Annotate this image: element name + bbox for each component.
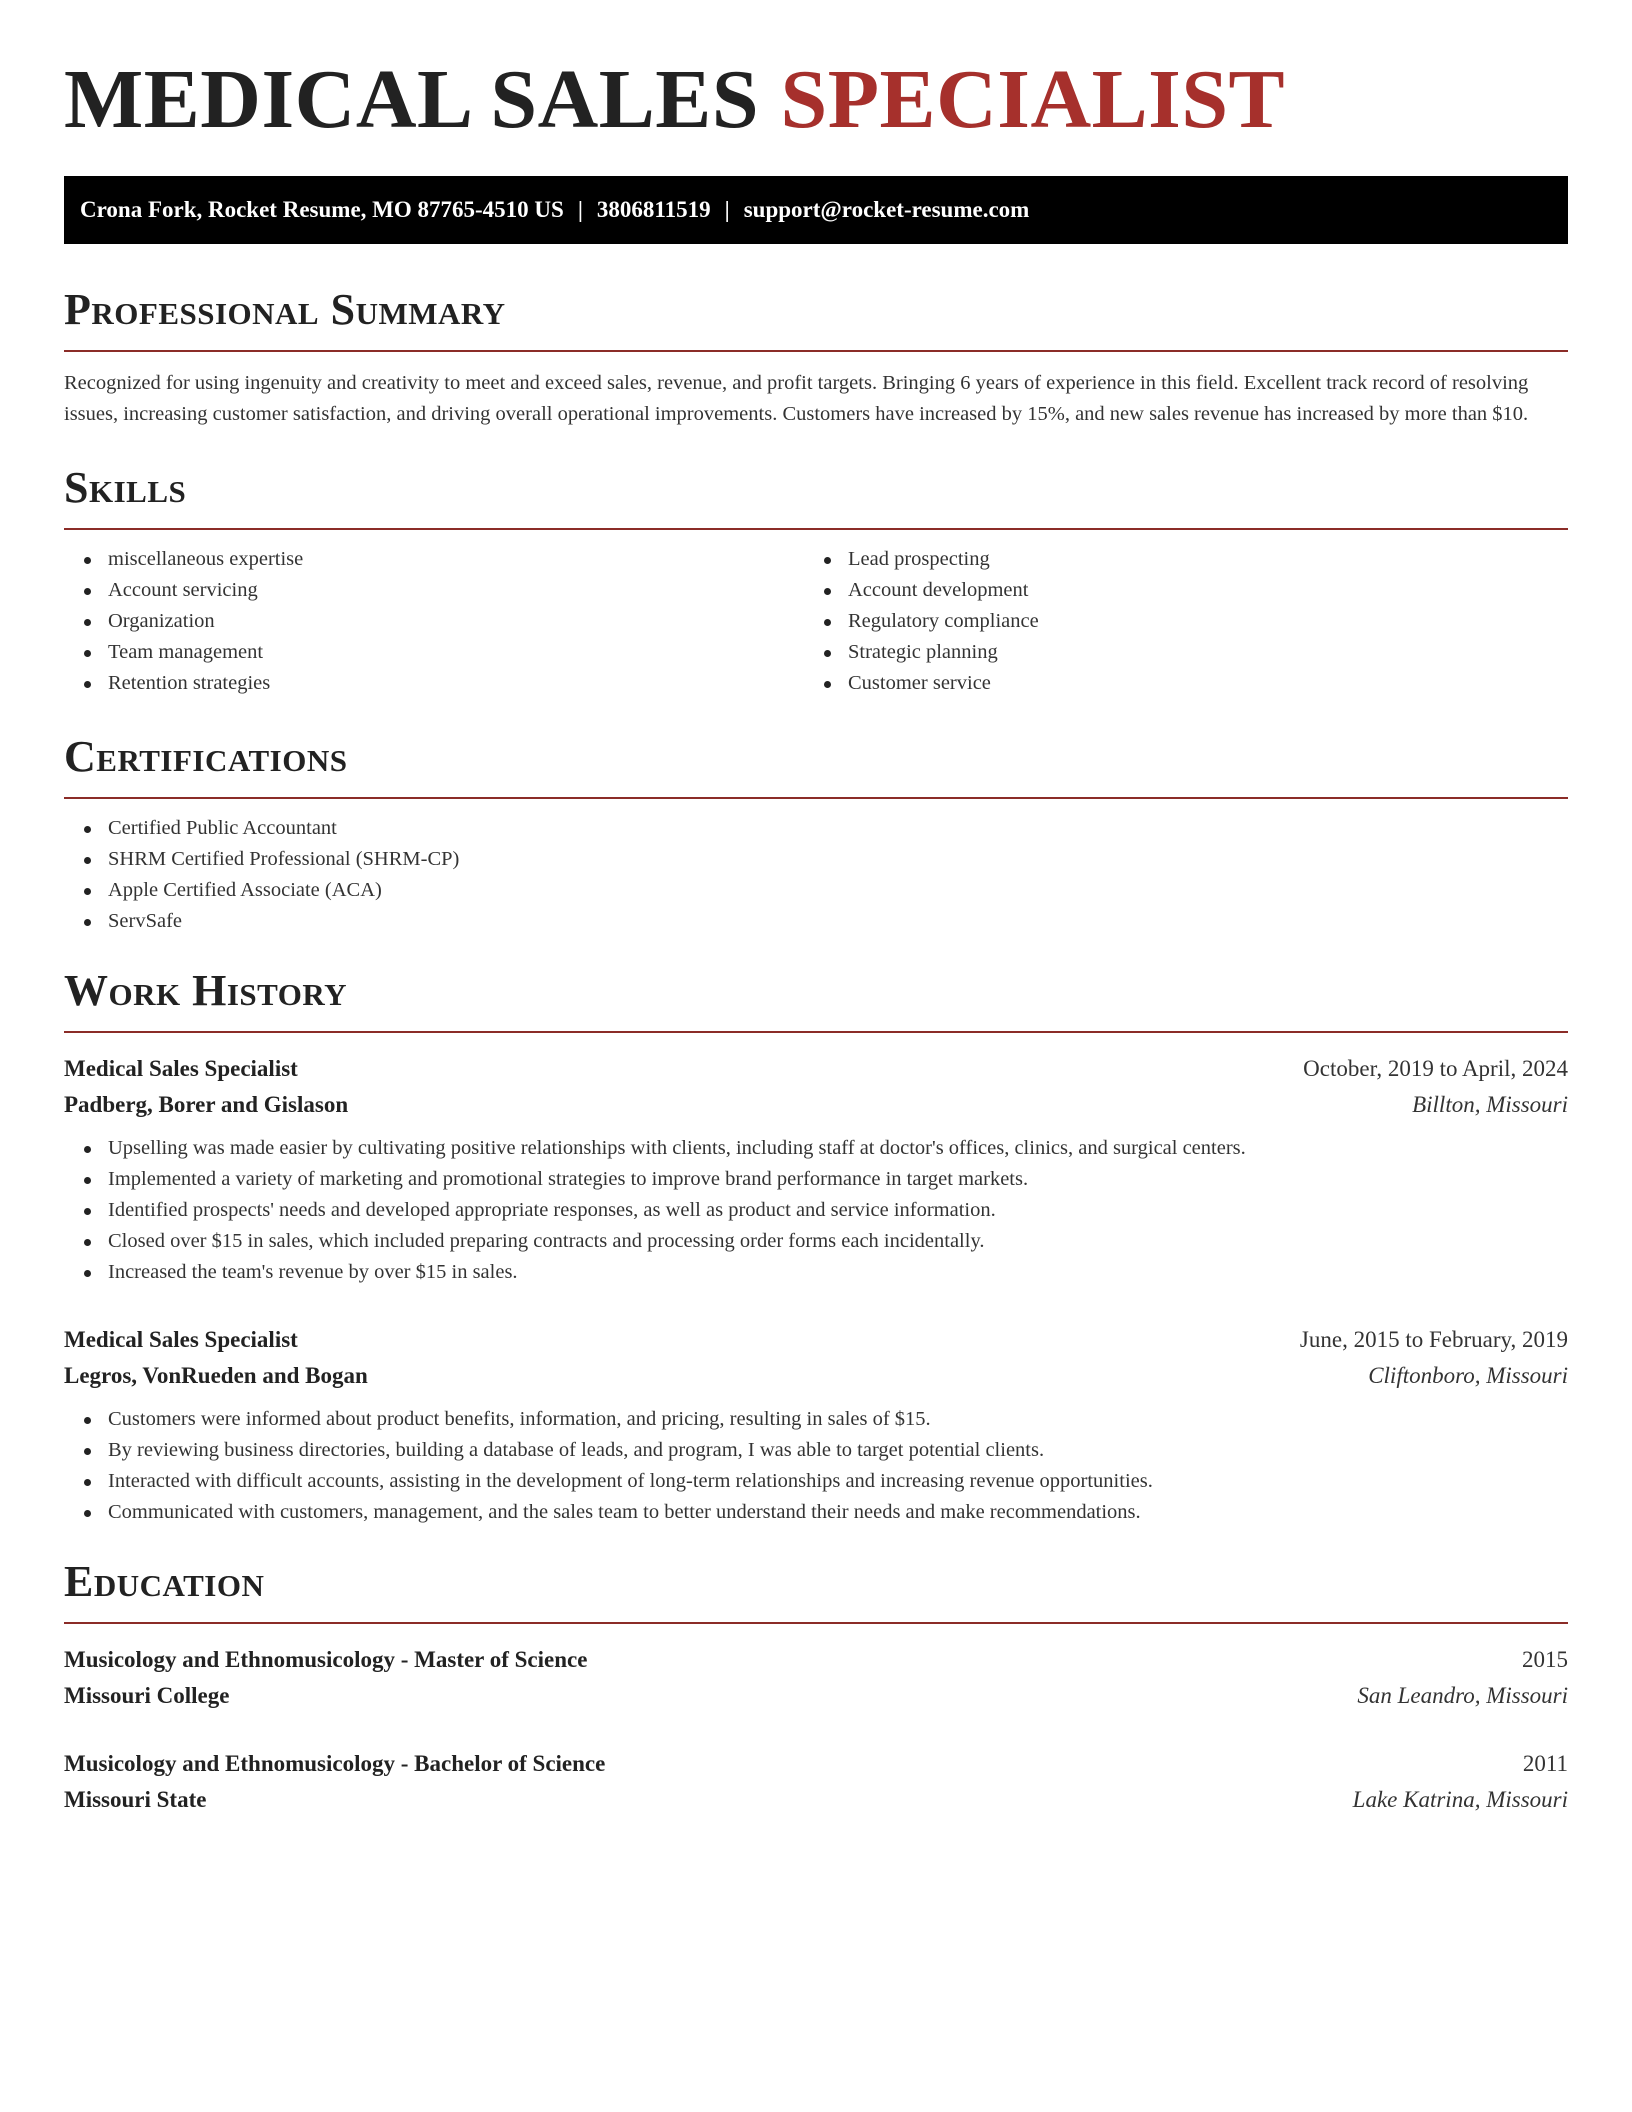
job-bullet: Identified prospects' needs and developed appropriate responses, as well as product and service information.: [108, 1195, 1568, 1226]
job-entry: [64, 1051, 1568, 1288]
job-role: Medical Sales Specialist: [64, 1327, 298, 1352]
education-school-row: [64, 1678, 1568, 1714]
job-bullet: Closed over $15 in sales, which included preparing contracts and processing order forms each incidentally.: [108, 1226, 1568, 1257]
section-title-summary: Professional Summary: [64, 288, 1568, 352]
education-entry: [64, 1642, 1568, 1714]
job-header-row: [64, 1322, 1568, 1358]
summary-text: Recognized for using ingenuity and creativity to meet and exceed sales, revenue, and profit targets. Bringing 6 years of experience in this field. Excellent track record of resolving issues, increasing customer satisfaction, and driving overall operational improvements. Customers have increased by 15%, and new sales revenue has increased by more than $10.: [64, 372, 1529, 425]
education-school-row: [64, 1782, 1568, 1818]
skill-item: Regulatory compliance: [848, 606, 1544, 637]
skills-list-right: [804, 544, 1544, 699]
education-section: [64, 1557, 1568, 1818]
skill-item: Strategic planning: [848, 637, 1544, 668]
section-title-education: Education: [64, 1560, 1568, 1624]
job-bullets: [64, 1133, 1568, 1288]
resume-name: [64, 53, 1568, 146]
skill-item: Team management: [108, 637, 804, 668]
certification-item: Apple Certified Associate (ACA): [108, 875, 1568, 906]
contact-address: Crona Fork, Rocket Resume, MO 87765-4510 US: [80, 197, 564, 222]
education-location: Lake Katrina, Missouri: [1352, 1787, 1568, 1812]
job-bullet: Upselling was made easier by cultivating positive relationships with clients, including staff at doctor's offices, clinics, and surgical centers.: [108, 1133, 1568, 1164]
job-bullet: Interacted with difficult accounts, assisting in the development of long-term relationships and increasing revenue opportunities.: [108, 1466, 1568, 1497]
job-bullets: [64, 1404, 1568, 1528]
certifications-section: [64, 732, 1568, 937]
skill-item: Retention strategies: [108, 668, 804, 699]
skill-item: Lead prospecting: [848, 544, 1544, 575]
certification-item: ServSafe: [108, 906, 1568, 937]
section-title-skills: Skills: [64, 466, 1568, 530]
skills-section: [64, 463, 1568, 699]
skill-item: Organization: [108, 606, 804, 637]
education-entry: [64, 1746, 1568, 1818]
job-company-row: [64, 1358, 1568, 1394]
contact-bar: [64, 176, 1568, 244]
contact-separator: |: [724, 197, 730, 222]
summary-section: [64, 285, 1568, 430]
skill-item: Account development: [848, 575, 1544, 606]
education-degree-row: [64, 1642, 1568, 1678]
certifications-list: [64, 813, 1568, 937]
education-school: Missouri College: [64, 1683, 230, 1708]
education-school: Missouri State: [64, 1787, 207, 1812]
job-role: Medical Sales Specialist: [64, 1056, 298, 1081]
job-bullet: Communicated with customers, management, and the sales team to better understand their needs and make recommendations.: [108, 1497, 1568, 1528]
contact-email: support@rocket-resume.com: [743, 197, 1030, 222]
skill-item: miscellaneous expertise: [108, 544, 804, 575]
education-degree: Musicology and Ethnomusicology - Bachelor of Science: [64, 1751, 606, 1776]
job-company: Legros, VonRueden and Bogan: [64, 1363, 368, 1388]
skills-list-left: [64, 544, 804, 699]
work-history-section: [64, 966, 1568, 1528]
certification-item: Certified Public Accountant: [108, 813, 1568, 844]
skills-columns: [64, 530, 1568, 699]
section-title-certifications: Certifications: [64, 735, 1568, 799]
job-bullet: Implemented a variety of marketing and promotional strategies to improve brand performance in target markets.: [108, 1164, 1568, 1195]
skill-item: Account servicing: [108, 575, 804, 606]
education-degree: Musicology and Ethnomusicology - Master of Science: [64, 1647, 588, 1672]
skill-item: Customer service: [848, 668, 1544, 699]
job-location: Cliftonboro, Missouri: [1368, 1363, 1568, 1388]
job-entry: [64, 1322, 1568, 1528]
job-dates: June, 2015 to February, 2019: [1299, 1327, 1568, 1352]
education-year: 2011: [1522, 1751, 1568, 1776]
job-company: Padberg, Borer and Gislason: [64, 1092, 349, 1117]
education-year: 2015: [1522, 1647, 1568, 1672]
job-company-row: [64, 1087, 1568, 1123]
job-bullet: Increased the team's revenue by over $15 in sales.: [108, 1257, 1568, 1288]
section-title-work-history: Work History: [64, 969, 1568, 1033]
education-degree-row: [64, 1746, 1568, 1782]
contact-separator: |: [577, 197, 583, 222]
job-header-row: [64, 1051, 1568, 1087]
job-dates: October, 2019 to April, 2024: [1303, 1056, 1568, 1081]
contact-phone: 3806811519: [596, 197, 711, 222]
name-accent: SPECIALIST: [780, 53, 1286, 146]
job-location: Billton, Missouri: [1412, 1092, 1568, 1117]
job-bullet: Customers were informed about product benefits, information, and pricing, resulting in sales of $15.: [108, 1404, 1568, 1435]
job-bullet: By reviewing business directories, building a database of leads, and program, I was able to target potential clients.: [108, 1435, 1568, 1466]
education-location: San Leandro, Missouri: [1357, 1683, 1568, 1708]
certification-item: SHRM Certified Professional (SHRM-CP): [108, 844, 1568, 875]
name-primary: MEDICAL SALES: [64, 53, 760, 146]
